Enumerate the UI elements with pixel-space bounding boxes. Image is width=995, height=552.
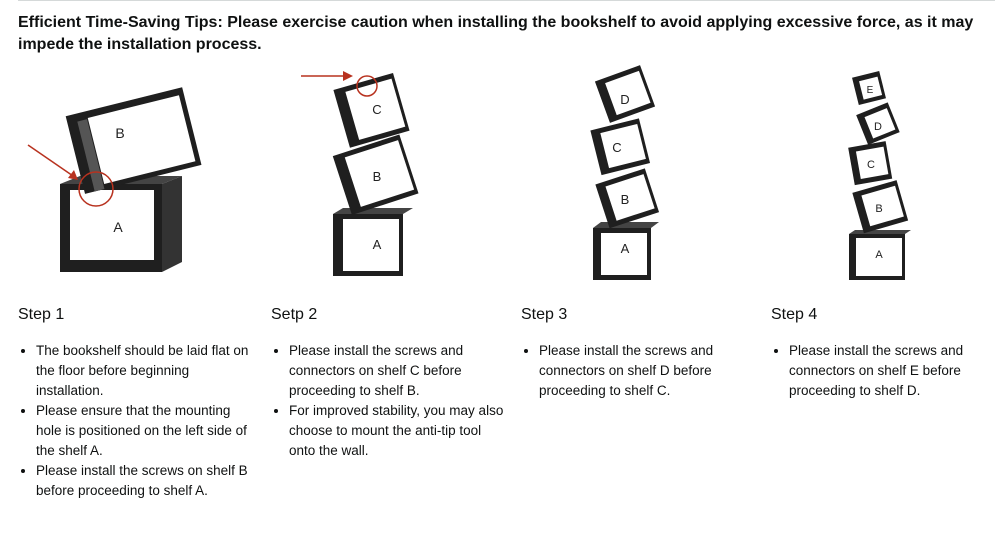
shelf-b-label: B [875,203,883,215]
shelf-a-label: A [372,237,382,252]
page-headline: Efficient Time-Saving Tips: Please exercise caution when installing the bookshelf to avoid applying excessive force, as it may impede the installation process. [18,14,974,53]
shelf-c [848,141,892,185]
step-1-illustration [18,62,258,302]
shelf-a [593,222,659,280]
shelf-a [60,176,182,272]
list-item: • Please install the screws on shelf B before proceeding to shelf A. [36,461,256,501]
top-divider [18,0,995,1]
shelf-a-label: A [113,219,123,235]
shelf-a-label: A [875,249,883,261]
step-2-title: Setp 2 [271,306,318,323]
step-4-bullets [771,341,995,401]
step-4-illustration [771,62,991,302]
list-item: • For improved stability, you may also choose to mount the anti-tip tool onto the wall. [289,401,509,461]
step-1-bullets [18,341,256,501]
shelf-c-label: C [372,102,382,117]
shelf-b [333,134,419,215]
shelf-c [590,118,650,175]
shelf-d-label: D [620,92,630,107]
list-item: • Please ensure that the mounting hole is positioned on the left side of the shelf A. [36,401,256,461]
list-item: • The bookshelf should be laid flat on the floor before beginning installation. [36,341,256,401]
shelf-d [856,102,900,144]
step-4-title: Step 4 [771,306,818,323]
shelf-b [595,168,659,228]
shelf-b-label: B [372,169,382,184]
step-3-bullets [521,341,759,401]
arrow-icon [28,145,78,180]
list-item: • Please install the screws and connectors on shelf D before proceeding to shelf C. [539,341,759,401]
step-2-bullets [271,341,509,461]
shelf-e [852,71,886,105]
shelf-c-label: C [612,140,622,155]
shelf-b [852,180,908,233]
shelf-a [333,208,413,276]
step-3-illustration [521,62,761,302]
shelf-d-label: D [874,121,882,133]
shelf-d [595,65,655,123]
shelf-b-label: B [115,125,125,141]
list-item: • Please install the screws and connectors on shelf C before proceeding to shelf B. [289,341,509,401]
arrow-icon [301,71,353,81]
shelf-e-label: E [866,85,874,96]
shelf-a [849,230,911,280]
step-2-illustration [271,62,511,302]
shelf-b-label: B [620,192,630,207]
list-item: • Please install the screws and connectors on shelf E before proceeding to shelf D. [789,341,995,401]
shelf-a-label: A [620,241,630,256]
step-3-title: Step 3 [521,306,568,323]
step-1-title: Step 1 [18,306,65,323]
shelf-c-label: C [867,159,875,171]
